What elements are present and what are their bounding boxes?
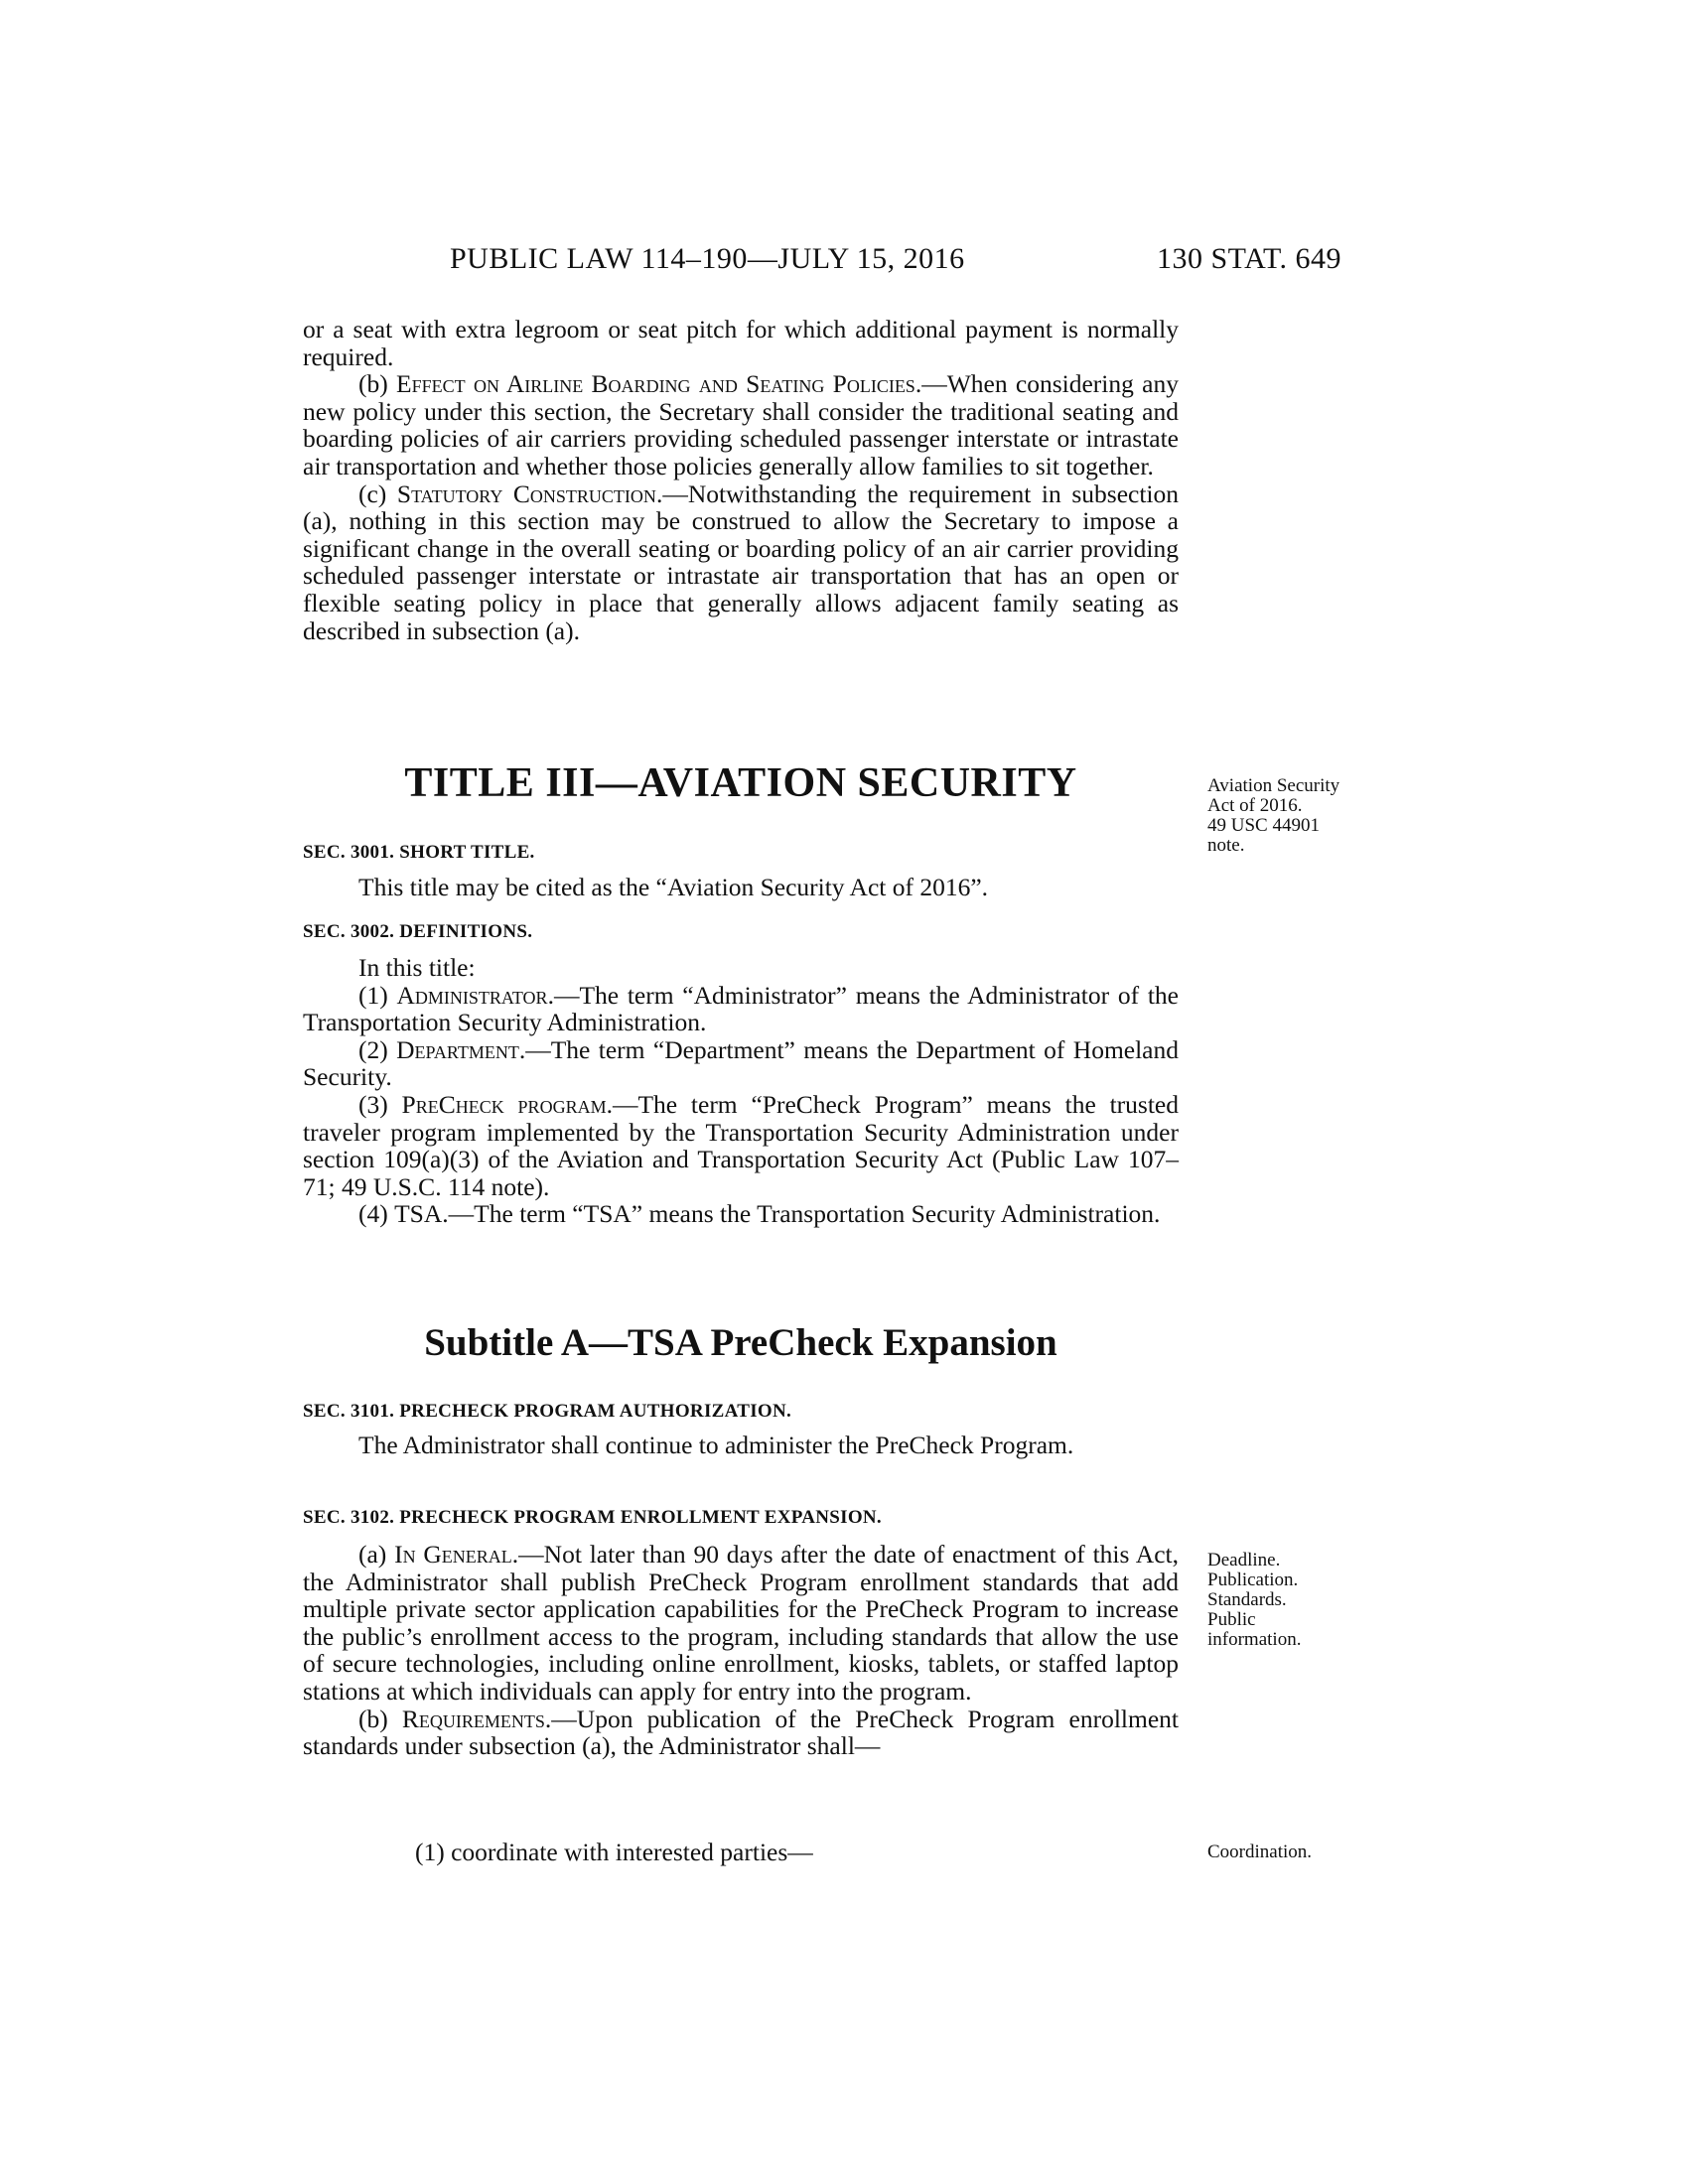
subsection-text: .—Not later than 90 days after the date of enactment of this Act, the Administrator shall publish PreCheck Program enrollment standards that add multiple private sector application capabilities for the PreCheck Program to increase the public’s enrollment access to the program, including standards that allow the use of secure technologies, including online enrollment, kiosks, tablets, or staffed laptop stations at which individuals can apply for entry into the program. bbox=[303, 1540, 1179, 1706]
continuation-text bbox=[303, 316, 1179, 644]
definition-heading: Department bbox=[396, 1034, 519, 1064]
margin-note-line: Public bbox=[1207, 1609, 1256, 1630]
running-header: PUBLIC LAW 114–190—JULY 15, 2016 bbox=[450, 242, 965, 275]
definition-3 bbox=[303, 1091, 1179, 1200]
page-number: 130 STAT. 649 bbox=[1157, 242, 1342, 275]
subsection-label: (a) bbox=[358, 1540, 395, 1569]
paragraph: The Administrator shall continue to administer the PreCheck Program. bbox=[358, 1431, 1074, 1459]
margin-note-line: Publication. bbox=[1207, 1570, 1299, 1590]
definition-text: .—The term “Department” means the Department of Homeland Security. bbox=[303, 1034, 1179, 1092]
definition-heading: Administrator bbox=[396, 980, 548, 1010]
definition-heading: PreCheck program bbox=[401, 1089, 607, 1119]
subsection-text: Notwithstanding the requirement in subsection (a), nothing in this section may be construed to allow the Secretary to impose a significant change in the overall seating or boarding policy of an air carrier providing scheduled passenger interstate or intrastate air transportation that has an open or flexible seating policy in place that generally allows adjacent family seating as described in subsection (a). bbox=[303, 478, 1180, 645]
subsection-text: .—Upon publication of the PreCheck Program enrollment standards under subsection (a), the Administrator shall— bbox=[303, 1704, 1179, 1761]
margin-note-line: Aviation Security bbox=[1207, 775, 1340, 796]
definition-label: (4) bbox=[358, 1199, 395, 1229]
definition-text: .—The term “Administrator” means the Administrator of the Transportation Security Administration. bbox=[303, 980, 1179, 1037]
subsection-label: (c) bbox=[358, 478, 397, 508]
margin-note-line: 49 USC 44901 bbox=[1207, 815, 1320, 836]
paragraph-item-1: (1) coordinate with interested parties— bbox=[415, 1838, 813, 1866]
paragraph: This title may be cited as the “Aviation Security Act of 2016”. bbox=[358, 873, 989, 901]
subsection-b bbox=[303, 370, 1179, 479]
definition-2 bbox=[303, 1036, 1179, 1091]
subsection-heading: Effect on Airline Boarding and Seating Policies bbox=[396, 369, 915, 399]
subsection-label: (b) bbox=[358, 369, 397, 399]
subsection-label: (b) bbox=[358, 1704, 402, 1733]
dash: .— bbox=[655, 478, 688, 508]
subsection-text: When considering any new policy under this section, the Secretary shall consider the traditional seating and boarding policies of air carriers providing scheduled passenger interstate or intrastate air transportation and whether those policies generally allow families to sit together. bbox=[303, 369, 1179, 480]
paragraph: or a seat with extra legroom or seat pitch for which additional payment is normally required. bbox=[303, 315, 1179, 371]
definition-label: (3) bbox=[358, 1089, 402, 1119]
subsection-a bbox=[303, 1541, 1179, 1706]
title-heading: TITLE III—AVIATION SECURITY bbox=[404, 760, 1077, 806]
margin-note-line: note. bbox=[1207, 835, 1245, 856]
subsection-heading: In General bbox=[394, 1540, 512, 1569]
subsection-b bbox=[303, 1706, 1179, 1760]
margin-note-line: Act of 2016. bbox=[1207, 795, 1303, 816]
section-heading-3102: SEC. 3102. PRECHECK PROGRAM ENROLLMENT EXPANSION. bbox=[303, 1507, 882, 1528]
definition-1 bbox=[303, 982, 1179, 1036]
margin-note-sec3102 bbox=[1207, 1551, 1396, 1650]
margin-note-title3 bbox=[1207, 776, 1396, 856]
definition-label: (2) bbox=[358, 1034, 397, 1064]
section-3101-body bbox=[303, 1432, 1179, 1459]
margin-note-line: Deadline. bbox=[1207, 1550, 1281, 1570]
definition-text: .—The term “PreCheck Program” means the trusted traveler program implemented by the Transportation Security Administration under section 109(a)(3) of the Aviation and Transportation Security Act (Public Law 107–71; 49 U.S.C. 114 note). bbox=[303, 1089, 1179, 1201]
margin-note-line: Standards. bbox=[1207, 1589, 1287, 1610]
section-heading-3002: SEC. 3002. DEFINITIONS. bbox=[303, 921, 533, 942]
subsection-heading: Requirements bbox=[401, 1704, 545, 1733]
definition-text: .—The term “TSA” means the Transportation Security Administration. bbox=[442, 1199, 1161, 1229]
margin-note-line: information. bbox=[1207, 1629, 1302, 1650]
section-3001-body bbox=[303, 874, 1179, 901]
subsection-heading: Statutory Construction bbox=[396, 478, 656, 508]
dash: .— bbox=[914, 369, 947, 399]
definition-heading: TSA bbox=[394, 1199, 443, 1229]
section-heading-3101: SEC. 3101. PRECHECK PROGRAM AUTHORIZATION. bbox=[303, 1401, 792, 1422]
subsection-c bbox=[303, 480, 1179, 645]
margin-note-coordination: Coordination. bbox=[1207, 1842, 1313, 1862]
subtitle-heading: Subtitle A—TSA PreCheck Expansion bbox=[424, 1321, 1057, 1364]
definition-label: (1) bbox=[358, 980, 397, 1010]
section-3102-item bbox=[303, 1839, 1179, 1866]
section-3102-body bbox=[303, 1541, 1179, 1760]
section-3002-body bbox=[303, 954, 1179, 1228]
paragraph: In this title: bbox=[358, 953, 476, 982]
section-heading-3001: SEC. 3001. SHORT TITLE. bbox=[303, 842, 535, 863]
definition-4 bbox=[303, 1200, 1179, 1228]
